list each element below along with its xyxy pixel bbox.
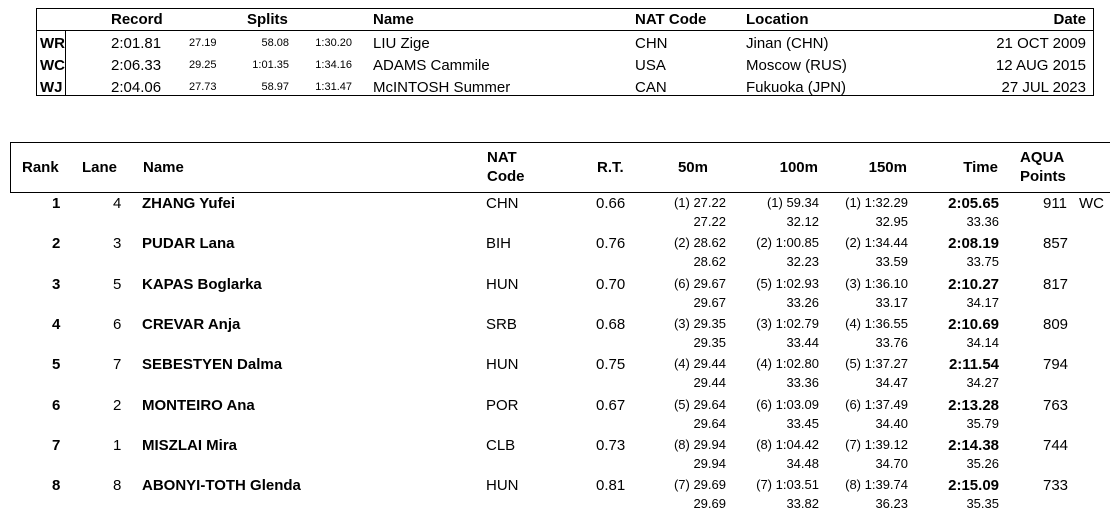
result-split-100: (8) 1:04.42 [756, 436, 819, 452]
result-lane: 7 [113, 356, 122, 374]
record-split-150: 1:31.47 [315, 81, 352, 93]
result-swimmer-name: SEBESTYEN Dalma [142, 356, 283, 374]
record-split-100: 1:01.35 [252, 59, 289, 71]
result-nat-code: CHN [486, 195, 519, 212]
header-splits: Splits [247, 11, 288, 28]
result-rank: 5 [52, 356, 61, 374]
result-aqua-points: 744 [1043, 436, 1069, 454]
result-row [0, 234, 1100, 274]
result-swimmer-name: ZHANG Yufei [142, 195, 236, 212]
result-split-50: (4) 29.44 [673, 356, 726, 372]
result-nat-code: HUN [486, 275, 519, 293]
result-row [0, 194, 1104, 234]
result-time-lap: 33.75 [966, 254, 999, 270]
result-swimmer-name: KAPAS Boglarka [142, 275, 262, 293]
record-row [37, 33, 1093, 55]
result-lane: 8 [113, 477, 122, 495]
header-lane: Lane [82, 159, 118, 176]
result-split-150: (1) 1:32.29 [845, 195, 908, 210]
result-time-lap: 35.35 [966, 496, 999, 512]
record-split-50: 29.25 [189, 59, 217, 71]
result-time: 2:08.19 [948, 235, 999, 253]
result-lane: 3 [113, 235, 122, 253]
result-nat-code: SRB [486, 315, 517, 333]
record-split-100: 58.97 [261, 81, 289, 93]
header-time: Time [963, 159, 998, 176]
result-split-150: (8) 1:39.74 [845, 477, 908, 493]
result-split-50-lap: 29.94 [693, 455, 726, 471]
result-split-100-lap: 33.26 [786, 294, 819, 310]
result-split-150: (3) 1:36.10 [845, 275, 908, 291]
result-reaction-time: 0.76 [596, 235, 626, 253]
record-holder-name: LIU Zige [373, 35, 430, 52]
result-split-50-lap: 29.64 [693, 415, 726, 431]
result-rank: 2 [52, 235, 61, 253]
result-time-lap: 35.79 [966, 415, 999, 431]
result-row [0, 275, 1100, 315]
record-split-50: 27.19 [189, 37, 217, 49]
result-split-100-lap: 33.82 [786, 496, 819, 512]
result-reaction-time: 0.67 [596, 396, 626, 414]
result-split-150-lap: 33.17 [875, 294, 908, 310]
result-time: 2:11.54 [948, 356, 999, 374]
result-aqua-points: 763 [1043, 396, 1069, 414]
result-aqua-points: 733 [1043, 477, 1069, 495]
record-nat-code: USA [635, 57, 666, 74]
result-time: 2:10.69 [948, 315, 999, 333]
header-date: Date [1053, 11, 1086, 28]
result-aqua-points: 809 [1043, 315, 1069, 333]
record-date: 12 AUG 2015 [995, 57, 1086, 74]
result-row [0, 396, 1100, 436]
records-table [36, 8, 1094, 96]
result-reaction-time: 0.81 [596, 477, 626, 495]
result-row [0, 436, 1100, 476]
result-split-100: (3) 1:02.79 [756, 315, 819, 331]
result-aqua-points: 857 [1043, 235, 1069, 253]
result-time-lap: 34.27 [966, 375, 999, 391]
result-swimmer-name: MONTEIRO Ana [142, 396, 255, 414]
result-split-50: (7) 29.69 [673, 477, 726, 493]
result-split-100: (5) 1:02.93 [756, 275, 819, 291]
header-nat-code: NAT Code [635, 11, 707, 28]
header-rank: Rank [22, 159, 59, 176]
result-split-50: (1) 27.22 [673, 195, 726, 210]
result-split-100: (6) 1:03.09 [756, 396, 819, 412]
result-time-lap: 35.26 [966, 455, 999, 471]
result-split-100-lap: 32.23 [786, 254, 819, 270]
result-nat-code: HUN [486, 477, 519, 495]
header-nat-code: Code [487, 168, 525, 185]
record-row [37, 77, 1093, 99]
result-swimmer-name: ABONYI-TOTH Glenda [142, 477, 301, 495]
result-split-150-lap: 34.70 [875, 455, 908, 471]
header-location: Location [746, 11, 809, 28]
result-split-50-lap: 29.67 [693, 294, 726, 310]
record-nat-code: CHN [635, 35, 668, 52]
result-split-50-lap: 29.69 [693, 496, 726, 512]
header-reaction-time: R.T. [597, 159, 624, 176]
result-swimmer-name: MISZLAI Mira [142, 436, 238, 454]
records-header [37, 9, 1093, 31]
result-split-150: (6) 1:37.49 [845, 396, 908, 412]
result-row [0, 476, 1100, 516]
result-time: 2:15.09 [948, 477, 999, 495]
header-swimmer-name: Name [143, 159, 184, 176]
result-split-150-lap: 33.59 [875, 254, 908, 270]
record-time: 2:06.33 [111, 57, 162, 74]
result-split-50: (8) 29.94 [673, 436, 726, 452]
result-swimmer-name: PUDAR Lana [142, 235, 235, 253]
record-holder-name: ADAMS Cammile [373, 57, 490, 74]
header-nat: NAT [487, 149, 517, 166]
record-code: WR [40, 35, 65, 52]
result-split-50: (5) 29.64 [673, 396, 726, 412]
result-split-50: (6) 29.67 [673, 275, 726, 291]
result-rank: 8 [52, 477, 61, 495]
result-split-100-lap: 33.44 [786, 334, 819, 350]
result-split-150-lap: 34.40 [875, 415, 908, 431]
result-time: 2:14.38 [948, 436, 999, 454]
result-split-150-lap: 34.47 [875, 375, 908, 391]
result-reaction-time: 0.68 [596, 315, 626, 333]
result-rank: 7 [52, 436, 61, 454]
result-aqua-points: 911 [1043, 195, 1067, 212]
result-row [0, 315, 1100, 355]
result-split-150-lap: 33.76 [875, 334, 908, 350]
result-split-50-lap: 27.22 [693, 214, 726, 229]
result-split-100-lap: 33.45 [786, 415, 819, 431]
result-time-lap: 34.17 [966, 294, 999, 310]
result-aqua-points: 794 [1043, 356, 1069, 374]
record-location: Moscow (RUS) [746, 57, 847, 74]
result-aqua-points: 817 [1043, 275, 1069, 293]
header-150m: 150m [868, 159, 907, 176]
result-time: 2:13.28 [948, 396, 999, 414]
result-lane: 2 [113, 396, 122, 414]
record-row [37, 55, 1093, 77]
result-rank: 6 [52, 396, 61, 414]
result-lane: 5 [113, 275, 122, 293]
header-name: Name [373, 11, 414, 28]
result-time-lap: 33.36 [966, 214, 999, 229]
result-split-50-lap: 29.35 [693, 334, 726, 350]
record-split-150: 1:34.16 [315, 59, 352, 71]
record-date: 21 OCT 2009 [996, 35, 1086, 52]
result-rank: 1 [52, 195, 61, 212]
result-lane: 4 [113, 195, 122, 212]
result-split-150: (4) 1:36.55 [845, 315, 908, 331]
result-split-150: (5) 1:37.27 [845, 356, 908, 372]
result-nat-code: BIH [486, 235, 512, 253]
record-date: 27 JUL 2023 [1001, 79, 1086, 96]
result-record-note: WC [1079, 195, 1104, 212]
result-reaction-time: 0.70 [596, 275, 626, 293]
header-aqua: AQUA [1020, 149, 1065, 166]
result-split-150: (7) 1:39.12 [845, 436, 908, 452]
result-rank: 4 [52, 315, 61, 333]
result-split-150: (2) 1:34.44 [845, 235, 908, 251]
result-nat-code: POR [486, 396, 519, 414]
result-row [0, 355, 1100, 395]
result-time: 2:10.27 [948, 275, 999, 293]
record-time: 2:01.81 [111, 35, 162, 52]
result-reaction-time: 0.73 [596, 436, 626, 454]
result-split-100-lap: 32.12 [786, 214, 819, 229]
result-lane: 1 [113, 436, 122, 454]
record-location: Jinan (CHN) [746, 35, 829, 52]
result-nat-code: CLB [486, 436, 516, 454]
result-split-100: (4) 1:02.80 [756, 356, 819, 372]
result-swimmer-name: CREVAR Anja [142, 315, 241, 333]
result-split-50-lap: 29.44 [693, 375, 726, 391]
header-record: Record [111, 11, 163, 28]
result-split-50-lap: 28.62 [693, 254, 726, 270]
record-time: 2:04.06 [111, 79, 162, 96]
result-split-100-lap: 34.48 [786, 455, 819, 471]
record-code: WC [40, 57, 65, 74]
result-rank: 3 [52, 275, 61, 293]
header-50m: 50m [677, 159, 708, 176]
result-lane: 6 [113, 315, 122, 333]
result-time: 2:05.65 [948, 195, 999, 212]
result-split-100: (1) 59.34 [766, 195, 819, 210]
result-split-150-lap: 36.23 [875, 496, 908, 512]
result-split-100: (2) 1:00.85 [756, 235, 819, 251]
result-split-100: (7) 1:03.51 [756, 477, 819, 493]
results-header [10, 142, 1110, 193]
result-reaction-time: 0.66 [596, 195, 626, 212]
record-location: Fukuoka (JPN) [746, 79, 847, 96]
result-split-50: (3) 29.35 [673, 315, 726, 331]
header-points: Points [1020, 168, 1066, 185]
header-100m: 100m [779, 159, 818, 176]
record-code: WJ [40, 79, 63, 96]
result-reaction-time: 0.75 [596, 356, 626, 374]
result-nat-code: HUN [486, 356, 519, 374]
result-split-100-lap: 33.36 [786, 375, 819, 391]
record-holder-name: McINTOSH Summer [373, 79, 511, 96]
result-split-150-lap: 32.95 [875, 214, 908, 229]
record-nat-code: CAN [635, 79, 667, 96]
record-split-100: 58.08 [261, 37, 289, 49]
record-split-150: 1:30.20 [315, 37, 352, 49]
record-split-50: 27.73 [189, 81, 217, 93]
result-split-50: (2) 28.62 [673, 235, 726, 251]
result-time-lap: 34.14 [966, 334, 999, 350]
